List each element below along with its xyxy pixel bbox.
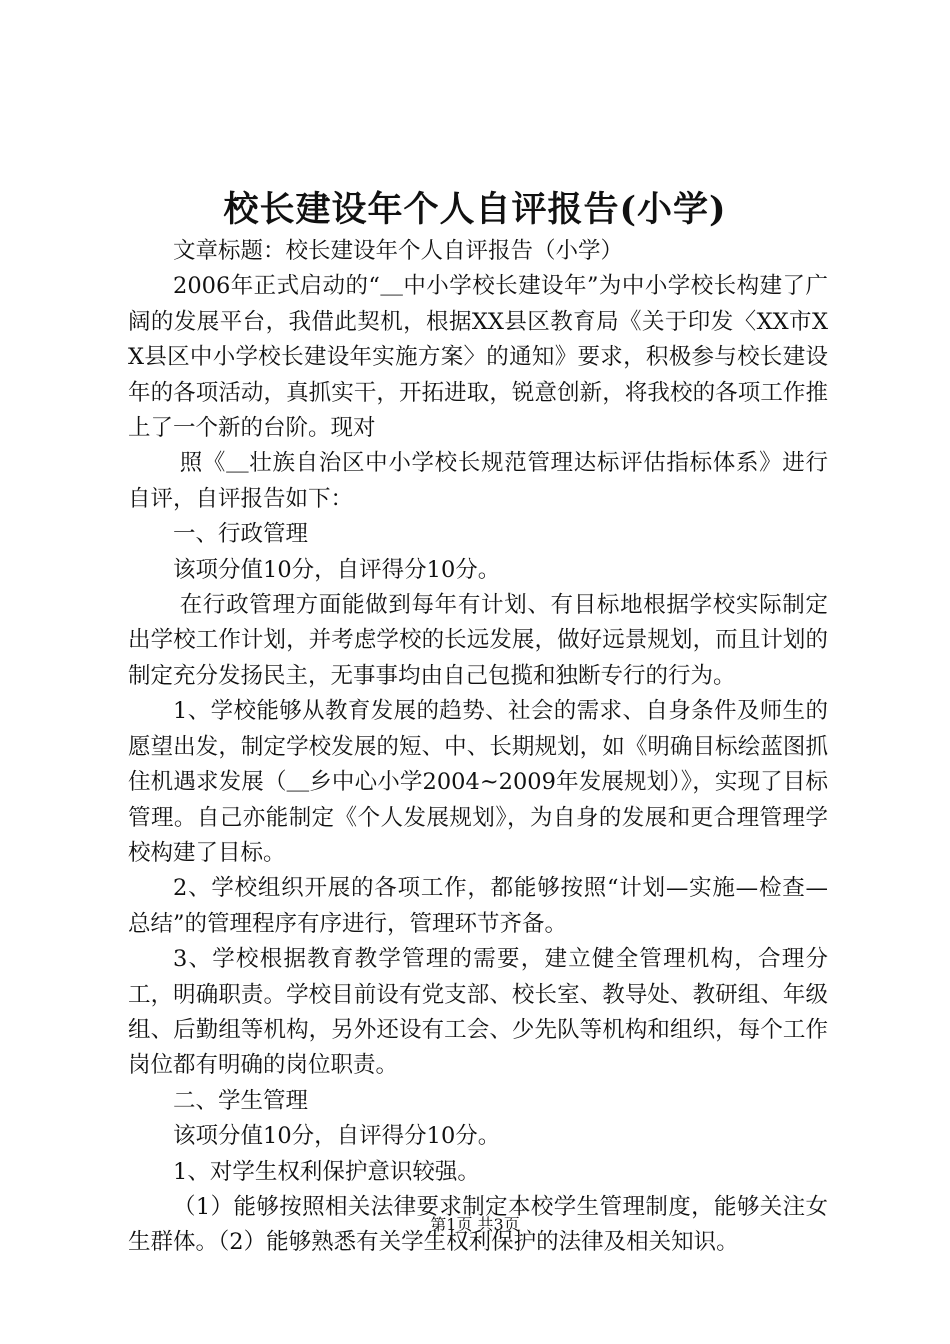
- paragraph-student-item-1-detail: （1）能够按照相关法律要求制定本校学生管理制度，能够关注女生群体。（2）能够熟悉有关学生权利保护的法律及相关知识。: [128, 1193, 828, 1256]
- paragraph-intro: 2006年正式启动的“＿中小学校长建设年”为中小学校长构建了广阔的发展平台，我借此契机，根据XX县区教育局《关于印发〈XX市XX县区中小学校长建设年实施方案〉的通知》要求，积极参与校长建设年的各项活动，真抓实干，开拓进取，锐意创新，将我校的各项工作推上了一个新的台阶。现对: [128, 273, 828, 442]
- paragraph-item-2: 2、学校组织开展的各项工作，都能够按照“计划—实施—检查—总结”的管理程序有序进行，管理环节齐备。: [128, 875, 828, 937]
- paragraph-intro-continued: 照《＿壮族自治区中小学校长规范管理达标评估指标体系》进行自评，自评报告如下：: [128, 450, 828, 512]
- heading-student-management: 二、学生管理: [173, 1087, 309, 1114]
- paragraph-item-3: 3、学校根据教育教学管理的需要，建立健全管理机构，合理分工，明确职责。学校目前设有党支部、校长室、教导处、教研组、年级组、后勤组等机构，另外还设有工会、少先队等机构和组织，每个工作岗位都有明确的岗位职责。: [128, 946, 828, 1079]
- paragraph-administration-score: 该项分值10分，自评得分10分。: [173, 556, 501, 583]
- page-footer: 第1页 共3页: [430, 1215, 520, 1234]
- paragraph-item-1: 1、学校能够从教育发展的趋势、社会的需求、自身条件及师生的愿望出发，制定学校发展的短、中、长期规划，如《明确目标绘蓝图抓住机遇求发展（＿乡中心小学2004~2009年发展规划）》，实现了目标管理。自己亦能制定《个人发展规划》，为自身的发展和更合理管理学校构建了目标。: [128, 698, 828, 866]
- document-title: 校长建设年个人自评报告(小学): [223, 189, 727, 230]
- heading-administration: 一、行政管理: [173, 521, 309, 548]
- paragraph-student-score: 该项分值10分，自评得分10分。: [173, 1123, 501, 1150]
- paragraph-student-item-1: 1、对学生权利保护意识较强。: [173, 1158, 480, 1185]
- document-body: [128, 234, 828, 1261]
- paragraph-article-title: 文章标题：校长建设年个人自评报告（小学）: [173, 238, 624, 264]
- paragraph-administration-plan: 在行政管理方面能做到每年有计划、有目标地根据学校实际制定出学校工作计划，并考虑学校的长远发展，做好远景规划，而且计划的制定充分发扬民主，无事事均由自己包揽和独断专行的行为。: [128, 592, 828, 689]
